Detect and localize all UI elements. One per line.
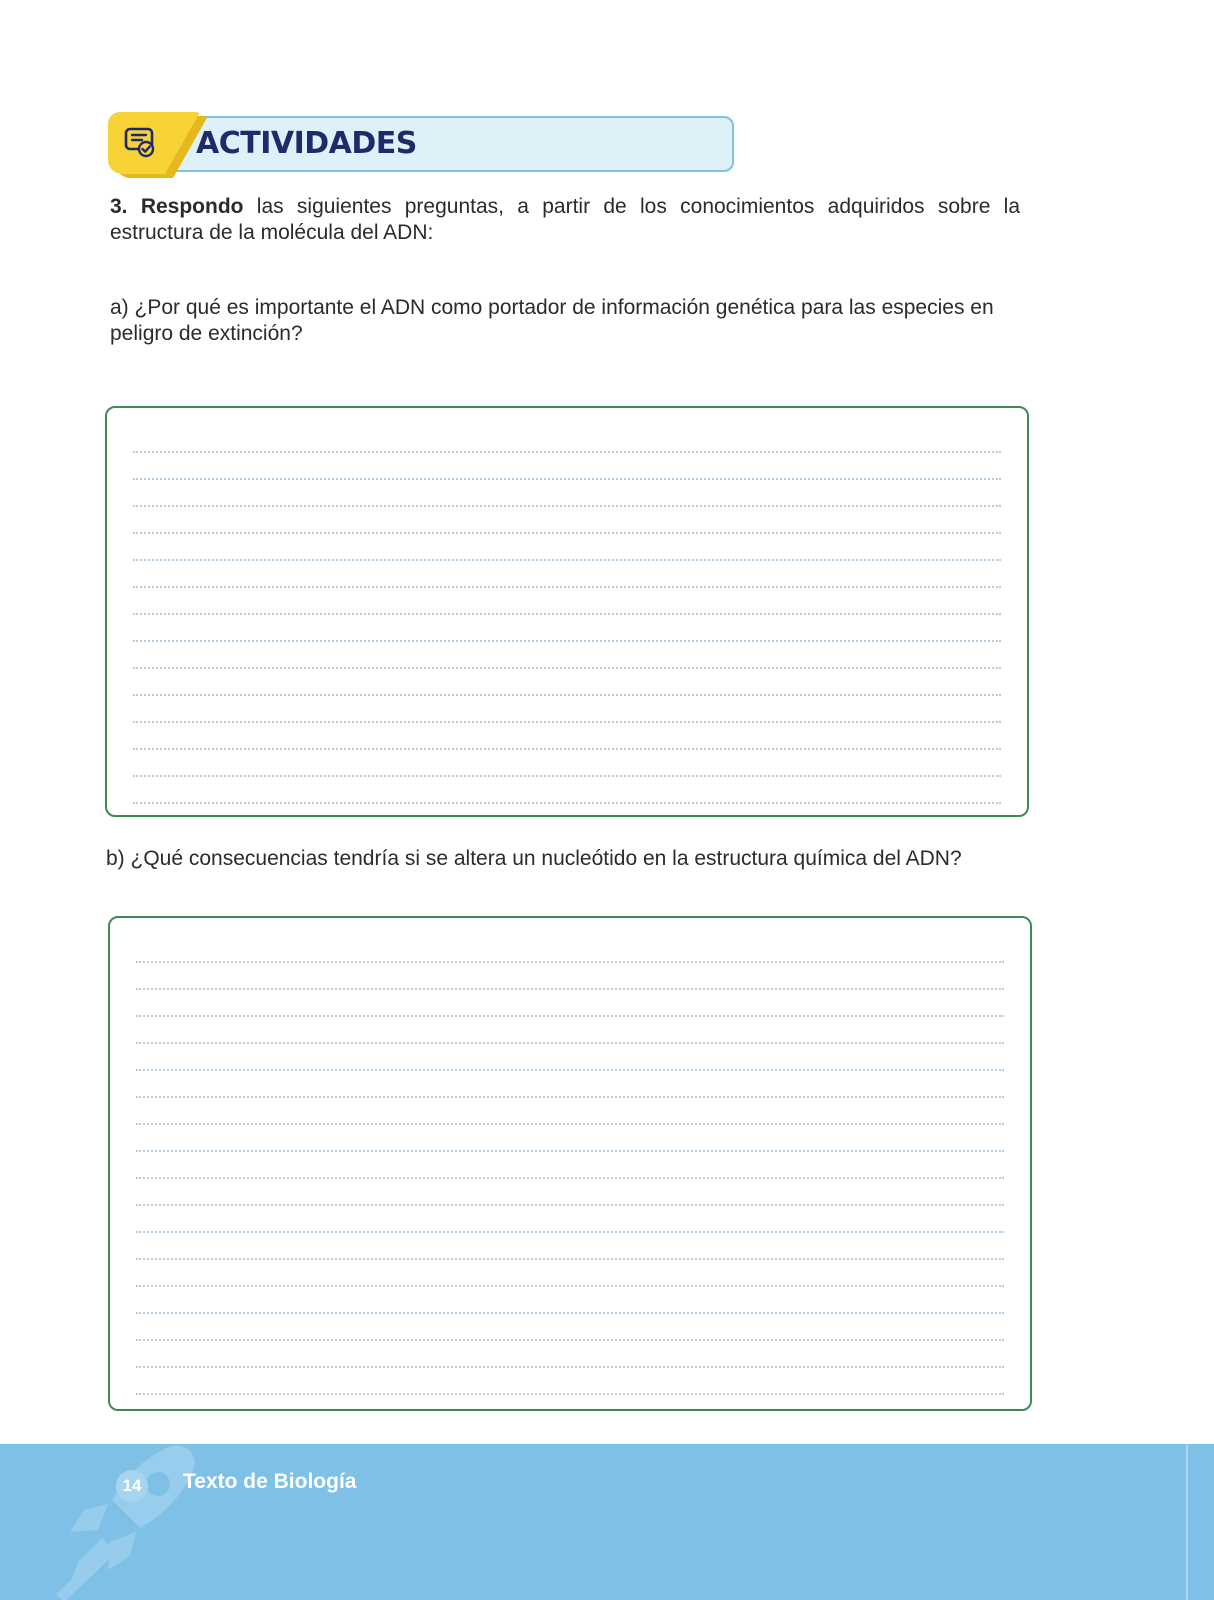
answer-line — [133, 453, 1001, 480]
checklist-icon — [122, 124, 158, 160]
answer-line — [136, 1341, 1004, 1368]
answer-line — [136, 1260, 1004, 1287]
answer-line — [136, 963, 1004, 990]
instruction-number: 3. — [110, 195, 128, 218]
answer-line — [136, 990, 1004, 1017]
answer-line — [133, 696, 1001, 723]
instruction-verb: Respondo — [140, 195, 244, 218]
answer-line — [133, 426, 1001, 453]
answer-line — [136, 1368, 1004, 1395]
instruction-text: las siguientes preguntas, a partir de los conocimientos adquiridos sobre la estructura de la molécula del ADN: — [110, 195, 1020, 244]
answer-line — [133, 615, 1001, 642]
answer-line — [133, 561, 1001, 588]
question-a: a) ¿Por qué es importante el ADN como portador de información genética para las especies en peligro de extinción? — [110, 296, 994, 345]
answer-line — [133, 777, 1001, 804]
answer-line — [136, 1071, 1004, 1098]
answer-line — [133, 669, 1001, 696]
answer-box-b[interactable] — [108, 916, 1032, 1411]
page-title: ACTIVIDADES — [196, 126, 417, 161]
answer-lines-a — [133, 426, 1001, 804]
answer-line — [133, 588, 1001, 615]
answer-line — [133, 507, 1001, 534]
answer-line — [133, 534, 1001, 561]
page-number: 14 — [116, 1470, 148, 1502]
answer-line — [136, 1287, 1004, 1314]
footer-edge — [1186, 1444, 1188, 1600]
answer-line — [136, 1179, 1004, 1206]
instruction-paragraph — [110, 194, 1020, 246]
activities-banner — [108, 112, 736, 176]
answer-box-a[interactable] — [105, 406, 1029, 817]
answer-line — [136, 1314, 1004, 1341]
answer-line — [136, 1017, 1004, 1044]
book-title: Texto de Biología — [183, 1470, 357, 1493]
answer-line — [136, 1125, 1004, 1152]
answer-line — [136, 1152, 1004, 1179]
answer-line — [136, 1206, 1004, 1233]
answer-lines-b — [136, 936, 1004, 1395]
answer-line — [136, 1098, 1004, 1125]
answer-line — [133, 480, 1001, 507]
answer-line — [133, 642, 1001, 669]
answer-line — [133, 723, 1001, 750]
answer-line — [136, 1044, 1004, 1071]
answer-line — [133, 750, 1001, 777]
answer-line — [136, 1233, 1004, 1260]
question-b: b) ¿Qué consecuencias tendría si se altera un nucleótido en la estructura química del ADN? — [106, 847, 962, 870]
answer-line — [136, 936, 1004, 963]
